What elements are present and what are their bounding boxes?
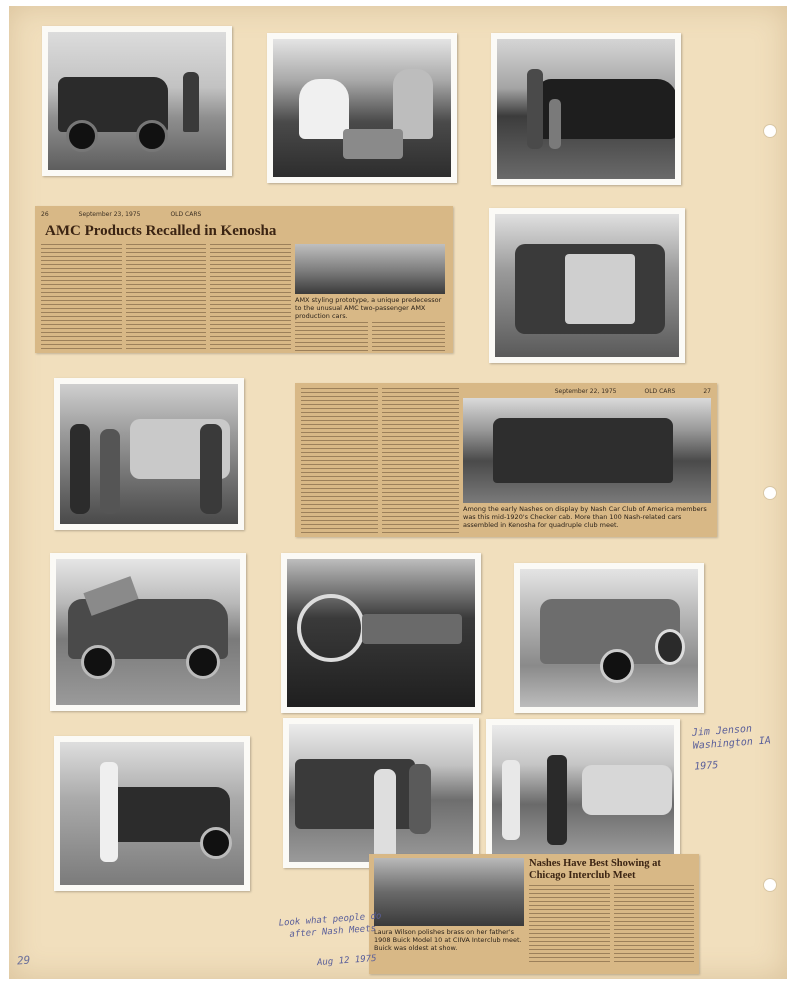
clipping-photo-buick [374,858,524,926]
clipping-checker-cab [295,383,717,537]
photo-crowd-at-meet [486,719,680,863]
clipping-page-number: 27 [703,388,711,395]
handwritten-year: 1975 [693,760,719,773]
photo-man-standing-by-car [54,736,250,891]
handwritten-name: Jim Jenson [691,723,753,739]
photo-group-around-car [54,378,244,530]
clipping-date: September 22, 1975 [554,388,617,395]
handwritten-page-number: 29 [16,953,31,968]
article-column [41,244,122,349]
article-column [614,885,695,965]
scrapbook-page [9,6,787,979]
photo-vintage-car-front [42,26,232,176]
article-column [210,244,291,349]
clipping-headline: AMC Products Recalled in Kenosha [45,223,277,239]
article-column [301,388,378,533]
clipping-publication: OLD CARS [644,388,676,395]
photo-car-hood-open [50,553,246,711]
handwritten-note-line: after Nash Meets [289,923,377,940]
photo-dashboard-steering-wheel [281,553,481,713]
binder-hole [763,878,777,892]
handwritten-place: Washington IA [692,735,772,752]
clipping-page-number: 26 [41,211,49,218]
clipping-amc-recalled [35,206,453,353]
clipping-photo-caption: Laura Wilson polishes brass on her father's 1908 Buick Model 10 at CIIVA Interclub meet. Buick was oldest at show. [374,928,522,952]
photo-car-rear-tire [514,563,704,713]
photo-people-swap-meet [267,33,457,183]
clipping-photo-caption: Among the early Nashes on display by Nash Car Club of America members was this mid-1920's Checker cab. More than 100 Nash-related cars assembled in Kenosha for quadruple club meet. [463,505,707,529]
photo-open-car-door [489,208,685,363]
clipping-date: September 23, 1975 [78,211,141,218]
clipping-publication: OLD CARS [170,211,202,218]
article-column [382,388,459,533]
binder-hole [763,486,777,500]
clipping-photo-amx [295,244,445,294]
photo-men-by-old-car [283,718,479,868]
clipping-headline: Nashes Have Best Showing at Chicago Interclub Meet [529,858,661,881]
article-column [126,244,207,349]
handwritten-bottom-note [278,910,382,941]
clipping-photo-caption: AMX styling prototype, a unique predecessor to the unusual AMC two-passenger AMX production cars. [295,296,442,320]
binder-hole [763,124,777,138]
article-column [295,322,368,353]
article-column [529,885,610,965]
handwritten-owner-note [691,721,772,773]
clipping-nashes-interclub [369,854,699,974]
photo-family-with-car [491,33,681,185]
clipping-photo-checker-cab [463,398,711,503]
handwritten-date: Aug 12 1975 [316,953,377,969]
handwritten-note-line: Look what people do [278,911,382,929]
article-column [372,322,445,353]
